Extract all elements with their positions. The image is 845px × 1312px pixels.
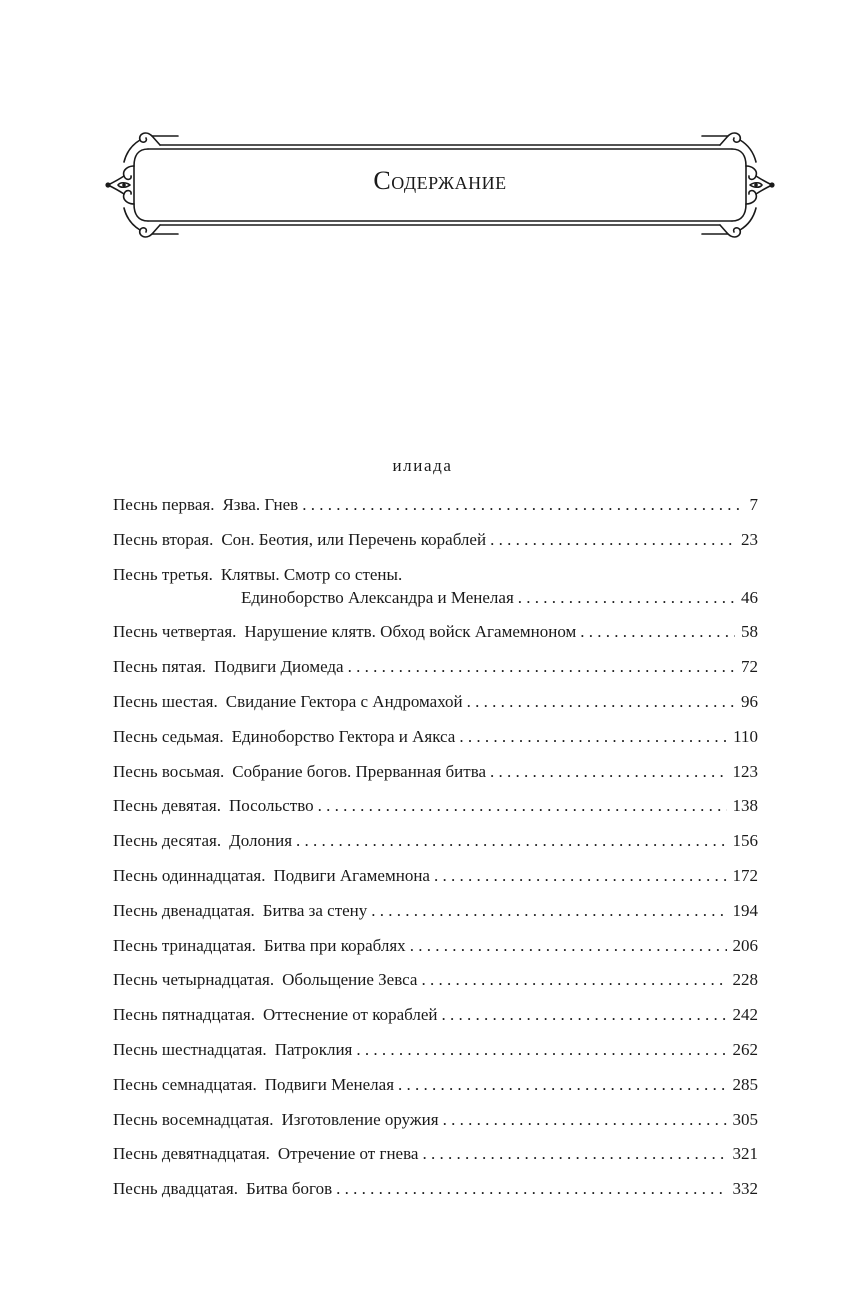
toc-entry[interactable] [113, 1073, 758, 1096]
toc-entry-row [113, 968, 758, 991]
dot-leader [398, 1073, 726, 1096]
toc-title: Подвиги Менелая [264, 1074, 395, 1094]
dot-leader [422, 1142, 726, 1165]
toc-entry[interactable] [113, 794, 758, 817]
dot-leader [434, 864, 727, 887]
toc-entry[interactable] [113, 899, 758, 922]
dot-leader [443, 1108, 727, 1131]
table-of-contents [113, 493, 758, 1212]
toc-entry[interactable] [113, 528, 758, 551]
toc-canto: Песнь четырнадцатая. [113, 970, 275, 990]
dot-leader [421, 968, 726, 991]
toc-entry[interactable] [113, 1038, 758, 1061]
toc-page-number: 7 [749, 495, 758, 514]
dot-leader [302, 493, 743, 516]
toc-entry[interactable] [113, 563, 758, 609]
toc-entry[interactable] [113, 934, 758, 957]
toc-entry[interactable] [113, 1177, 758, 1200]
toc-entry[interactable] [113, 655, 758, 678]
toc-page-number: 110 [733, 726, 758, 746]
toc-page-number: 123 [732, 761, 758, 781]
toc-page-number: 206 [732, 935, 758, 955]
toc-title: Язва. Гнев [222, 495, 299, 514]
toc-entry[interactable] [113, 968, 758, 991]
toc-page-number: 58 [741, 622, 758, 642]
toc-canto: Песнь девятая. [113, 796, 221, 816]
toc-canto: Песнь двадцатая. [113, 1179, 238, 1199]
toc-title: Патроклия [274, 1039, 353, 1059]
toc-title: Битва за стену [262, 900, 368, 920]
toc-entry-row [113, 794, 758, 817]
toc-title: Единоборство Александра и Менелая [241, 587, 514, 607]
toc-title: Подвиги Диомеда [214, 657, 344, 677]
toc-title: Сон. Беотия, или Перечень кораблей [221, 529, 487, 549]
toc-entry[interactable] [113, 864, 758, 887]
page-title: Содержание [373, 166, 507, 195]
dot-leader [580, 620, 735, 643]
toc-canto: Песнь девятнадцатая. [113, 1144, 270, 1164]
toc-canto: Песнь одиннадцатая. [113, 865, 266, 885]
toc-canto: Песнь пятнадцатая. [113, 1005, 255, 1025]
toc-entry-row [113, 725, 758, 748]
toc-entry-row [113, 1003, 758, 1026]
toc-entry[interactable] [113, 493, 758, 516]
dot-leader [356, 1038, 726, 1061]
toc-entry[interactable] [113, 760, 758, 783]
toc-canto: Песнь восемнадцатая. [113, 1109, 274, 1129]
toc-entry[interactable] [113, 725, 758, 748]
toc-entry[interactable] [113, 690, 758, 713]
toc-title: Битва при кораблях [263, 935, 406, 955]
dot-leader [518, 586, 735, 609]
dot-leader [442, 1003, 727, 1026]
toc-canto: Песнь восьмая. [113, 761, 225, 781]
dot-leader [490, 528, 735, 551]
toc-title: Нарушение клятв. Обход войск Агамемноном [244, 622, 577, 642]
toc-entry-row [113, 934, 758, 957]
toc-page-number: 332 [732, 1179, 758, 1199]
toc-canto: Песнь четвертая. [113, 622, 237, 642]
dot-leader [459, 725, 727, 748]
toc-page-number: 156 [732, 831, 758, 851]
toc-entry-row [113, 1073, 758, 1096]
toc-title: Битва богов [246, 1179, 333, 1199]
dot-leader [371, 899, 726, 922]
toc-entry-row [113, 1177, 758, 1200]
toc-page-number: 194 [732, 900, 758, 920]
dot-leader [467, 690, 735, 713]
toc-entry-row [113, 528, 758, 551]
toc-title: Оттеснение от кораблей [263, 1005, 438, 1025]
dot-leader [296, 829, 726, 852]
toc-canto: Песнь первая. [113, 495, 215, 514]
section-heading: илиада [392, 456, 453, 475]
toc-title-line1: Клятвы. Смотр со стены. [220, 564, 403, 584]
toc-page-number: 305 [732, 1109, 758, 1129]
toc-page-number: 262 [732, 1039, 758, 1059]
toc-title: Долония [229, 831, 293, 851]
toc-page-number: 321 [732, 1144, 758, 1164]
toc-entry-row [113, 620, 758, 643]
toc-canto: Песнь семнадцатая. [113, 1074, 257, 1094]
dot-leader [348, 655, 735, 678]
toc-title: Единоборство Гектора и Аякса [231, 726, 456, 746]
toc-entry-row [113, 1142, 758, 1165]
toc-entry-row [113, 899, 758, 922]
toc-entry-row [113, 1038, 758, 1061]
dot-leader [336, 1177, 726, 1200]
toc-entry[interactable] [113, 1142, 758, 1165]
toc-entry-row [113, 690, 758, 713]
dot-leader [490, 760, 726, 783]
toc-page-number: 23 [741, 529, 758, 549]
toc-entry-row [113, 760, 758, 783]
toc-title: Собрание богов. Прерванная битва [232, 761, 487, 781]
title-frame [100, 128, 780, 240]
toc-canto: Песнь шестнадцатая. [113, 1039, 267, 1059]
toc-page-number: 138 [732, 796, 758, 816]
toc-entry[interactable] [113, 829, 758, 852]
toc-entry-row [113, 493, 758, 516]
toc-page-number: 72 [741, 657, 758, 677]
toc-entry-row [113, 864, 758, 887]
toc-entry-row [113, 655, 758, 678]
toc-canto: Песнь седьмая. [113, 726, 224, 746]
toc-entry-first-line [113, 563, 758, 586]
toc-canto: Песнь тринадцатая. [113, 935, 256, 955]
toc-canto: Песнь вторая. [113, 529, 214, 549]
toc-canto: Песнь третья. [113, 564, 213, 584]
dot-leader [410, 934, 727, 957]
toc-entry[interactable] [113, 620, 758, 643]
toc-canto: Песнь двенадцатая. [113, 900, 255, 920]
toc-entry-row [113, 1108, 758, 1131]
toc-page-number: 285 [732, 1074, 758, 1094]
toc-entry-row [113, 586, 758, 609]
toc-entry[interactable] [113, 1108, 758, 1131]
toc-title: Подвиги Агамемнона [273, 865, 430, 885]
toc-canto: Песнь десятая. [113, 831, 222, 851]
toc-entry[interactable] [113, 1003, 758, 1026]
toc-entry-row [113, 829, 758, 852]
toc-title: Посольство [228, 796, 314, 816]
dot-leader [318, 794, 727, 817]
toc-page-number: 228 [732, 970, 758, 990]
toc-title: Обольщение Зевса [282, 970, 418, 990]
toc-canto: Песнь шестая. [113, 691, 218, 711]
toc-title: Отречение от гнева [277, 1144, 419, 1164]
toc-page-number: 96 [741, 691, 758, 711]
toc-canto: Песнь пятая. [113, 657, 207, 677]
toc-page-number: 242 [732, 1005, 758, 1025]
toc-title: Изготовление оружия [281, 1109, 439, 1129]
toc-page-number: 46 [741, 587, 758, 607]
toc-page-number: 172 [732, 865, 758, 885]
toc-title: Свидание Гектора с Андромахой [225, 691, 463, 711]
